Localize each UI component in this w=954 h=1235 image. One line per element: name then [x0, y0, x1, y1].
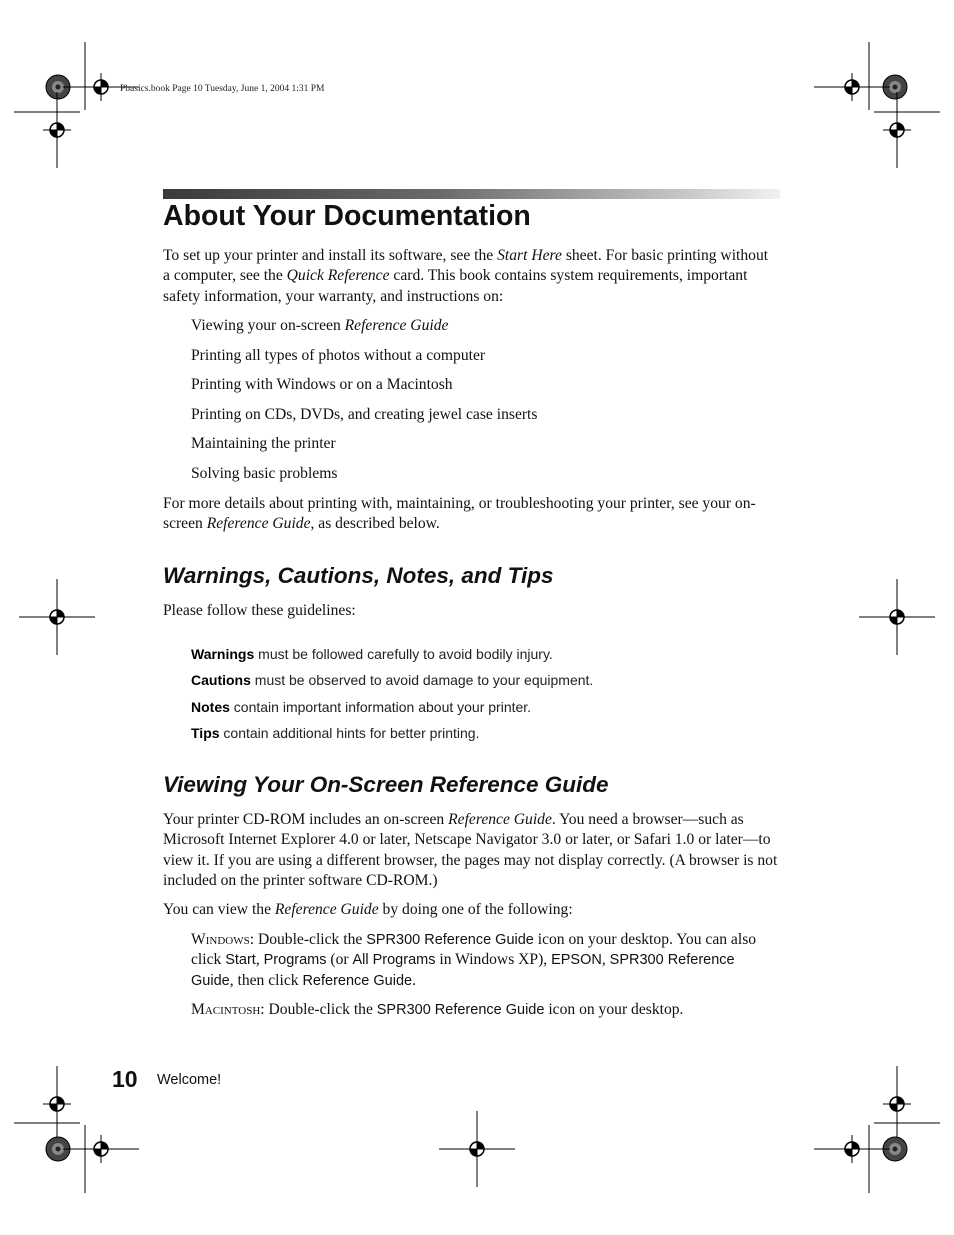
- book-slug: Pbasics.book Page 10 Tuesday, June 1, 2004 1:31 PM: [120, 84, 325, 94]
- cautions-item: Cautions must be observed to avoid damage to your equipment.: [191, 672, 594, 688]
- tips-item: Tips contain additional hints for better printing.: [191, 725, 480, 741]
- topic-item: Viewing your on-screen Reference Guide: [191, 317, 449, 334]
- notes-item: Notes contain important information about your printer.: [191, 699, 532, 715]
- view-options-lead: You can view the Reference Guide by doing one of the following:: [163, 901, 573, 918]
- viewing-heading: Viewing Your On-Screen Reference Guide: [163, 772, 609, 797]
- warnings-heading: Warnings, Cautions, Notes, and Tips: [163, 563, 554, 588]
- topic-item: Printing on CDs, DVDs, and creating jewel case inserts: [191, 406, 538, 423]
- topic-item: Maintaining the printer: [191, 435, 336, 452]
- topic-item: Printing with Windows or on a Macintosh: [191, 376, 453, 393]
- macintosh-instructions: Macintosh: Double-click the SPR300 Reference Guide icon on your desktop.: [191, 1001, 684, 1018]
- page-title: About Your Documentation: [163, 200, 531, 232]
- topic-item: Printing all types of photos without a computer: [191, 347, 486, 364]
- page-number: 10: [112, 1066, 138, 1092]
- guidelines-lead: Please follow these guidelines:: [163, 602, 356, 619]
- section-name: Welcome!: [157, 1072, 222, 1088]
- title-rule-bar: [163, 189, 780, 199]
- intro-paragraph: To set up your printer and install its software, see the Start Here sheet. For basic printing without a computer, see the Quick Reference card. This book contains system requirements, important safety information, your warranty, and instructions on:: [163, 247, 769, 305]
- warnings-item: Warnings must be followed carefully to avoid bodily injury.: [191, 646, 553, 662]
- cdrom-paragraph: Your printer CD-ROM includes an on-screen Reference Guide. You need a browser—such as Microsoft Internet Explorer 4.0 or later, Netscape Navigator 3.0 or later, or Safari 1.0 or later—to view it. If you are using a different browser, the pages may not display correctly. (A browser is not included on the printer software CD-ROM.): [163, 811, 778, 889]
- windows-instructions: Windows: Double-click the SPR300 Reference Guide icon on your desktop. You can also click Start, Programs (or All Programs in Windows XP), EPSON, SPR300 Reference Guide, then click Reference Guide.: [191, 931, 757, 989]
- topic-item: Solving basic problems: [191, 465, 338, 482]
- more-details-paragraph: For more details about printing with, maintaining, or troubleshooting your printer, see your on-screen Reference Guide, as described below.: [163, 495, 756, 533]
